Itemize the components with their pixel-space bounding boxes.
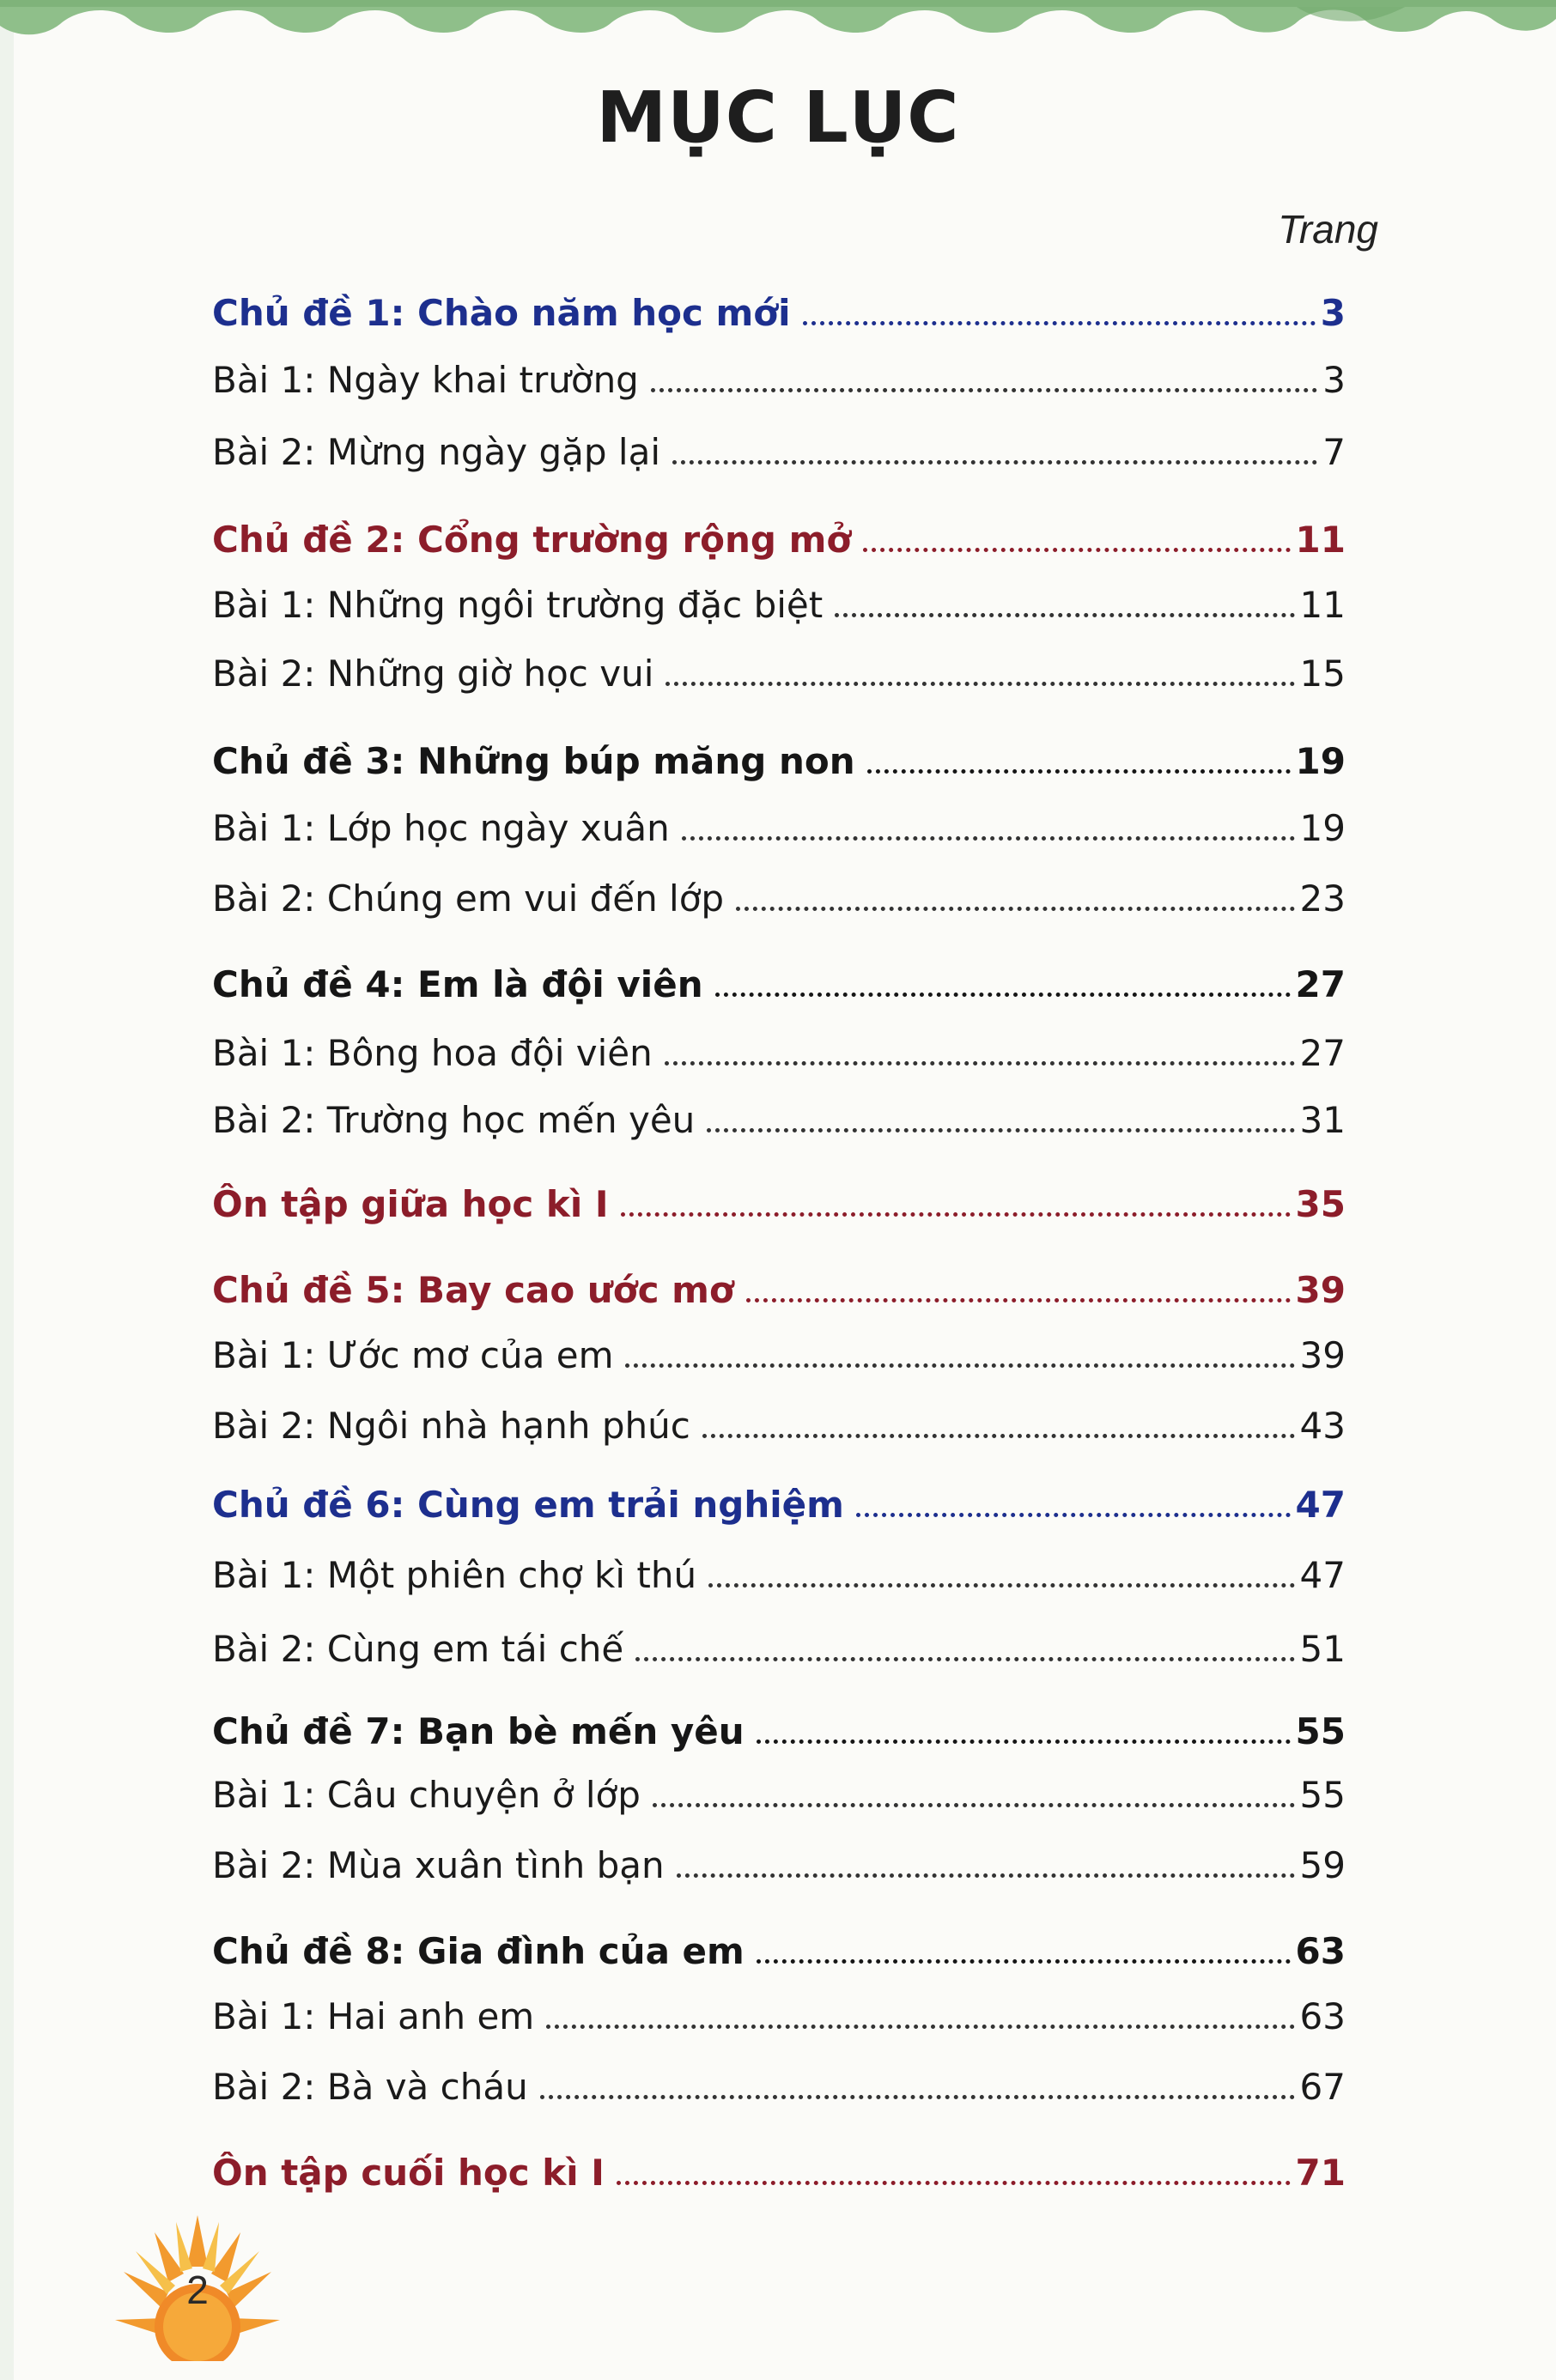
toc-entry-lesson[interactable] [212,1614,1346,1670]
dot-leader [867,769,1291,774]
entry-page: 23 [1299,877,1346,920]
entry-page: 63 [1295,1930,1346,1972]
toc-entry-lesson[interactable] [212,417,1346,471]
entry-title: Chủ đề 8: Gia đình của em [212,1930,745,1972]
entry-title: Bài 2: Bà và cháu [212,2066,528,2108]
entry-title: Bài 2: Cùng em tái chế [212,1628,624,1670]
toc-entry-topic-2[interactable] [212,505,1346,561]
toc-entry-final-review[interactable] [212,2138,1346,2194]
entry-page: 47 [1299,1554,1346,1596]
toc-entry-lesson[interactable] [212,1982,1346,2035]
toc-entry-midterm-review[interactable] [212,1169,1346,1223]
entry-page: 55 [1295,1710,1346,1752]
entry-page: 67 [1299,2066,1346,2108]
top-leaf-border [0,0,1556,60]
entry-title: Bài 1: Lớp học ngày xuân [212,807,670,849]
entry-title: Chủ đề 4: Em là đội viên [212,963,703,1005]
dot-leader [682,836,1295,841]
entry-title: Bài 2: Những giờ học vui [212,653,654,695]
toc-entry-topic-5[interactable] [212,1255,1346,1311]
dot-leader [757,1959,1291,1964]
toc-entry-topic-7[interactable] [212,1697,1346,1750]
dot-leader [863,548,1290,552]
entry-title: Bài 2: Chúng em vui đến lớp [212,877,725,920]
entry-page: 31 [1299,1099,1346,1141]
page-edge [0,0,14,2380]
dot-leader [746,1298,1291,1302]
toc-entry-lesson[interactable] [212,1831,1346,1884]
page-column-label: Trang [1278,207,1378,252]
dot-leader [625,1363,1294,1368]
dot-leader [672,460,1317,464]
dot-leader [653,1803,1295,1807]
toc-entry-topic-6[interactable] [212,1470,1346,1526]
dot-leader [546,2025,1294,2029]
entry-page: 19 [1295,740,1346,782]
entry-title: Chủ đề 2: Cổng trường rộng mở [212,519,852,561]
toc-entry-lesson[interactable] [212,639,1346,695]
dot-leader [651,388,1317,392]
entry-title: Chủ đề 1: Chào năm học mới [212,292,791,334]
dot-leader [665,1061,1295,1066]
entry-page: 51 [1299,1628,1346,1670]
entry-page: 3 [1322,359,1346,401]
dot-leader [707,1128,1294,1132]
dot-leader [635,1657,1294,1661]
toc-entry-lesson[interactable] [212,793,1346,847]
toc-entry-topic-8[interactable] [212,1916,1346,1970]
dot-leader [702,1434,1295,1438]
dot-leader [715,993,1291,997]
entry-page: 7 [1322,431,1346,473]
entry-page: 27 [1295,963,1346,1005]
entry-page: 19 [1299,807,1346,849]
dot-leader [757,1739,1291,1744]
dot-leader [666,682,1294,686]
entry-page: 11 [1299,584,1346,626]
entry-page: 43 [1299,1405,1346,1447]
entry-title: Chủ đề 6: Cùng em trải nghiệm [212,1484,844,1526]
entry-title: Bài 1: Một phiên chợ kì thú [212,1554,697,1596]
entry-title: Ôn tập cuối học kì I [212,2152,605,2194]
entry-page: 35 [1295,1183,1346,1225]
entry-title: Chủ đề 7: Bạn bè mến yêu [212,1710,745,1752]
entry-title: Bài 2: Trường học mến yêu [212,1099,696,1141]
entry-page: 11 [1295,519,1346,561]
entry-title: Bài 2: Mùa xuân tình bạn [212,1844,665,1886]
toc-entry-lesson[interactable] [212,1085,1346,1141]
entry-page: 59 [1299,1844,1346,1886]
entry-page: 39 [1299,1334,1346,1376]
entry-page: 55 [1299,1774,1346,1816]
entry-title: Bài 1: Câu chuyện ở lớp [212,1774,641,1816]
entry-page: 3 [1320,292,1346,334]
toc-entry-lesson[interactable] [212,345,1346,401]
entry-title: Chủ đề 5: Bay cao ước mơ [212,1269,734,1311]
entry-title: Ôn tập giữa học kì I [212,1183,609,1225]
toc-entry-lesson[interactable] [212,1760,1346,1816]
entry-page: 15 [1299,653,1346,695]
entry-title: Bài 1: Bông hoa đội viên [212,1032,653,1074]
entry-title: Bài 1: Hai anh em [212,1995,535,2037]
dot-leader [621,1212,1291,1217]
dot-leader [540,2095,1295,2099]
entry-title: Bài 1: Ngày khai trường [212,359,639,401]
toc-entry-topic-1[interactable] [212,278,1346,334]
entry-title: Bài 1: Ước mơ của em [212,1334,614,1376]
toc-entry-lesson[interactable] [212,1391,1346,1447]
dot-leader [856,1513,1291,1517]
toc-entry-lesson[interactable] [212,570,1346,626]
page-number: 2 [186,2268,209,2312]
toc-entry-topic-3[interactable] [212,726,1346,780]
dot-leader [617,2181,1291,2185]
entry-page: 63 [1299,1995,1346,2037]
entry-page: 27 [1299,1032,1346,1074]
entry-page: 39 [1295,1269,1346,1311]
entry-title: Bài 2: Mừng ngày gặp lại [212,431,660,473]
toc-entry-lesson[interactable] [212,1540,1346,1594]
dot-leader [677,1873,1295,1878]
entry-page: 71 [1295,2152,1346,2194]
toc-entry-lesson[interactable] [212,1018,1346,1072]
entry-title: Bài 2: Ngôi nhà hạnh phúc [212,1405,690,1447]
page-title: MỤC LỤC [596,77,960,159]
dot-leader [835,613,1294,617]
toc-entry-lesson[interactable] [212,864,1346,920]
entry-title: Bài 1: Những ngôi trường đặc biệt [212,584,824,626]
dot-leader [803,321,1316,325]
toc-entry-lesson[interactable] [212,2052,1346,2108]
toc-entry-topic-4[interactable] [212,950,1346,1003]
toc-entry-lesson[interactable] [212,1321,1346,1374]
entry-page: 47 [1295,1484,1346,1526]
dot-leader [708,1583,1294,1588]
entry-title: Chủ đề 3: Những búp măng non [212,740,855,782]
dot-leader [736,907,1294,911]
